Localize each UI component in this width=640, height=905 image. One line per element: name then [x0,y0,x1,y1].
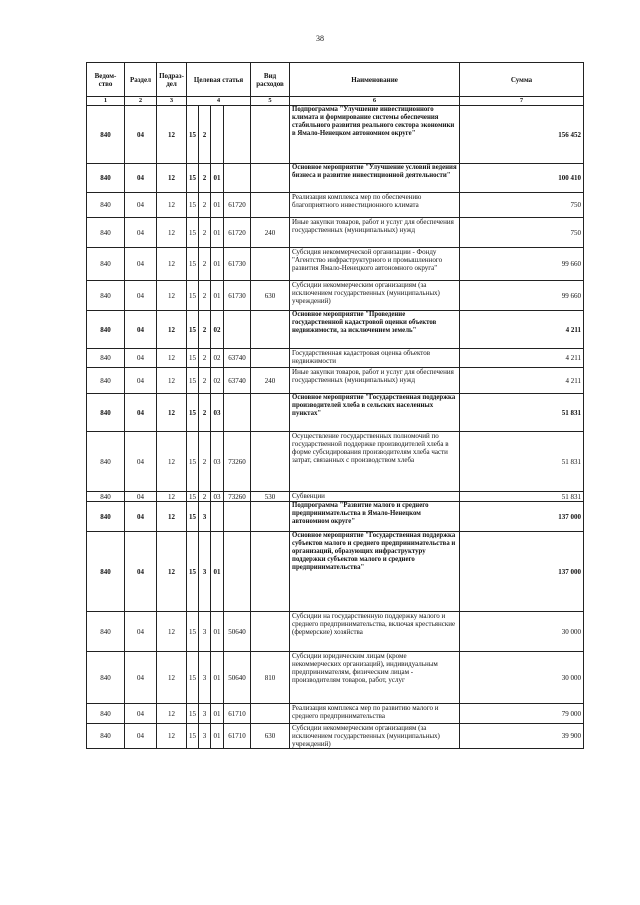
page-number: 38 [316,34,324,43]
activity-code: 01 [211,704,224,724]
table-row [87,502,584,532]
department-code: 840 [87,394,125,432]
subprogram-code: 3 [199,532,211,612]
header-sum: Сумма [460,63,584,97]
item-sum: 4 211 [460,349,584,368]
item-name: Основное мероприятие "Государственная поддержка производителей хлеба в сельских населенных пунктах" [290,394,460,432]
direction-code: 61710 [224,724,251,749]
activity-code: 01 [211,612,224,652]
item-sum: 30 000 [460,612,584,652]
item-name: Реализация комплекса мер по обеспечению благоприятного инвестиционного климата [290,193,460,218]
expense-type-code [251,502,290,532]
program-code: 15 [187,281,199,311]
section-code: 04 [125,532,157,612]
direction-code: 61710 [224,704,251,724]
department-code: 840 [87,164,125,193]
column-number: 6 [290,97,460,106]
item-name: Субсидия некоммерческой организации - Фонду "Агентство инфраструктурного и промышленного развития Ямало-Ненецкого автономного округа" [290,248,460,281]
subsection-code: 12 [157,349,187,368]
table-row [87,311,584,349]
subsection-code: 12 [157,106,187,164]
direction-code: 63740 [224,368,251,394]
column-number: 2 [125,97,157,106]
direction-code [224,394,251,432]
subprogram-code: 3 [199,704,211,724]
item-sum: 79 000 [460,704,584,724]
program-code: 15 [187,193,199,218]
section-code: 04 [125,311,157,349]
table-row [87,248,584,281]
program-code: 15 [187,724,199,749]
subprogram-code: 2 [199,349,211,368]
subprogram-code: 2 [199,394,211,432]
department-code: 840 [87,368,125,394]
item-sum: 156 452 [460,106,584,164]
subsection-code: 12 [157,502,187,532]
subprogram-code: 3 [199,502,211,532]
table-row [87,652,584,704]
table-row [87,218,584,248]
header-subsection: Подраз-дел [157,63,187,97]
program-code: 15 [187,218,199,248]
item-sum: 51 831 [460,394,584,432]
section-code: 04 [125,349,157,368]
table-row [87,106,584,164]
direction-code [224,311,251,349]
subprogram-code: 3 [199,612,211,652]
department-code: 840 [87,281,125,311]
expense-type-code [251,164,290,193]
expense-type-code [251,349,290,368]
table-row [87,724,584,749]
table-row [87,394,584,432]
subprogram-code: 2 [199,432,211,492]
direction-code: 61720 [224,193,251,218]
direction-code [224,164,251,193]
section-code: 04 [125,281,157,311]
direction-code: 73260 [224,432,251,492]
item-name: Основное мероприятие "Проведение государственной кадастровой оценки объектов недвижимости, за исключением земель" [290,311,460,349]
item-name: Иные закупки товаров, работ и услуг для обеспечения государственных (муниципальных) нужд [290,218,460,248]
activity-code: 01 [211,724,224,749]
column-number: 3 [157,97,187,106]
direction-code [224,502,251,532]
department-code: 840 [87,248,125,281]
item-sum: 51 831 [460,432,584,492]
activity-code: 02 [211,349,224,368]
header-department: Ведом-ство [87,63,125,97]
department-code: 840 [87,502,125,532]
section-code: 04 [125,218,157,248]
direction-code: 73260 [224,492,251,502]
department-code: 840 [87,532,125,612]
activity-code: 01 [211,193,224,218]
department-code: 840 [87,704,125,724]
item-name: Государственная кадастровая оценка объектов недвижимости [290,349,460,368]
subprogram-code: 2 [199,106,211,164]
section-code: 04 [125,652,157,704]
subsection-code: 12 [157,492,187,502]
subsection-code: 12 [157,652,187,704]
section-code: 04 [125,106,157,164]
item-sum: 750 [460,193,584,218]
direction-code [224,532,251,612]
item-sum: 51 831 [460,492,584,502]
program-code: 15 [187,248,199,281]
expense-type-code: 810 [251,652,290,704]
item-name: Подпрограмма "Развитие малого и среднего предпринимательства в Ямало-Ненецком автономном округе" [290,502,460,532]
subprogram-code: 3 [199,652,211,704]
direction-code: 61720 [224,218,251,248]
direction-code: 63740 [224,349,251,368]
program-code: 15 [187,164,199,193]
table-row [87,612,584,652]
item-sum: 30 000 [460,652,584,704]
activity-code: 01 [211,532,224,612]
activity-code: 03 [211,432,224,492]
item-name: Субсидии юридическим лицам (кроме некоммерческих организаций), индивидуальным предпринимателям, физическим лицам - производителям товаров, работ, услуг [290,652,460,704]
item-name: Субсидии некоммерческим организациям (за исключением государственных (муниципальных) учреждений) [290,281,460,311]
section-code: 04 [125,724,157,749]
column-number: 5 [251,97,290,106]
department-code: 840 [87,612,125,652]
subprogram-code: 2 [199,164,211,193]
table-row [87,492,584,502]
section-code: 04 [125,704,157,724]
department-code: 840 [87,311,125,349]
section-code: 04 [125,394,157,432]
expense-type-code: 630 [251,724,290,749]
subsection-code: 12 [157,724,187,749]
subsection-code: 12 [157,532,187,612]
subsection-code: 12 [157,193,187,218]
department-code: 840 [87,218,125,248]
subsection-code: 12 [157,368,187,394]
section-code: 04 [125,193,157,218]
expense-type-code [251,248,290,281]
expense-type-code: 240 [251,368,290,394]
subprogram-code: 3 [199,724,211,749]
department-code: 840 [87,724,125,749]
section-code: 04 [125,248,157,281]
table-row [87,193,584,218]
column-number: 1 [87,97,125,106]
direction-code: 61730 [224,248,251,281]
header-name: Наименование [290,63,460,97]
activity-code: 01 [211,281,224,311]
subsection-code: 12 [157,281,187,311]
subsection-code: 12 [157,432,187,492]
activity-code [211,502,224,532]
subprogram-code: 2 [199,281,211,311]
program-code: 15 [187,502,199,532]
item-name: Осуществление государственных полномочий по государственной поддержке производителей хлеба в форме субсидирования производителям хлеба части затрат, связанных с производством хлеба [290,432,460,492]
item-sum: 100 410 [460,164,584,193]
budget-table [86,62,584,749]
section-code: 04 [125,368,157,394]
subprogram-code: 2 [199,368,211,394]
column-numbers-row [87,97,584,106]
program-code: 15 [187,432,199,492]
activity-code: 01 [211,164,224,193]
item-sum: 137 000 [460,502,584,532]
department-code: 840 [87,492,125,502]
expense-type-code [251,311,290,349]
direction-code [224,106,251,164]
program-code: 15 [187,368,199,394]
item-name: Подпрограмма "Улучшение инвестиционного климата и формирование системы обеспечения стабильного развития реального сектора экономики в Ямало-Ненецком автономном округе" [290,106,460,164]
program-code: 15 [187,394,199,432]
header-expense-type: Вид расходов [251,63,290,97]
subsection-code: 12 [157,612,187,652]
item-sum: 99 660 [460,248,584,281]
section-code: 04 [125,432,157,492]
table-row [87,164,584,193]
expense-type-code: 530 [251,492,290,502]
item-sum: 4 211 [460,311,584,349]
table-row [87,532,584,612]
activity-code: 01 [211,652,224,704]
activity-code: 02 [211,311,224,349]
direction-code: 61730 [224,281,251,311]
expense-type-code [251,704,290,724]
program-code: 15 [187,311,199,349]
direction-code: 50640 [224,652,251,704]
activity-code: 03 [211,492,224,502]
program-code: 15 [187,704,199,724]
section-code: 04 [125,164,157,193]
subprogram-code: 2 [199,193,211,218]
item-sum: 4 211 [460,368,584,394]
subprogram-code: 2 [199,492,211,502]
program-code: 15 [187,492,199,502]
department-code: 840 [87,432,125,492]
subsection-code: 12 [157,248,187,281]
item-name: Субсидии на государственную поддержку малого и среднего предпринимательства, включая крестьянские (фермерские) хозяйства [290,612,460,652]
subprogram-code: 2 [199,311,211,349]
item-name: Основное мероприятие "Государственная поддержка субъектов малого и среднего предпринимательства и организаций, образующих инфраструктуру поддержки субъектов малого и среднего предпринимательства" [290,532,460,612]
expense-type-code [251,432,290,492]
program-code: 15 [187,612,199,652]
item-sum: 99 660 [460,281,584,311]
table-row [87,281,584,311]
activity-code: 02 [211,368,224,394]
subsection-code: 12 [157,704,187,724]
section-code: 04 [125,502,157,532]
item-sum: 137 000 [460,532,584,612]
item-sum: 750 [460,218,584,248]
table-row [87,349,584,368]
subprogram-code: 2 [199,248,211,281]
subsection-code: 12 [157,394,187,432]
header-section: Раздел [125,63,157,97]
program-code: 15 [187,106,199,164]
expense-type-code: 240 [251,218,290,248]
expense-type-code [251,193,290,218]
section-code: 04 [125,612,157,652]
program-code: 15 [187,532,199,612]
expense-type-code: 630 [251,281,290,311]
program-code: 15 [187,349,199,368]
department-code: 840 [87,106,125,164]
section-code: 04 [125,492,157,502]
program-code: 15 [187,652,199,704]
expense-type-code [251,532,290,612]
direction-code: 50640 [224,612,251,652]
header-target-article: Целевая статья [187,63,251,97]
item-name: Иные закупки товаров, работ и услуг для обеспечения государственных (муниципальных) нужд [290,368,460,394]
expense-type-code [251,106,290,164]
activity-code: 01 [211,248,224,281]
activity-code [211,106,224,164]
table-row [87,432,584,492]
subsection-code: 12 [157,218,187,248]
column-number: 7 [460,97,584,106]
department-code: 840 [87,349,125,368]
table-body [87,97,584,749]
item-sum: 39 900 [460,724,584,749]
item-name: Субвенции [290,492,460,502]
subsection-code: 12 [157,311,187,349]
subsection-code: 12 [157,164,187,193]
column-number: 4 [187,97,251,106]
department-code: 840 [87,193,125,218]
item-name: Субсидии некоммерческим организациям (за исключением государственных (муниципальных) учреждений) [290,724,460,749]
table-row [87,704,584,724]
department-code: 840 [87,652,125,704]
activity-code: 01 [211,218,224,248]
expense-type-code [251,394,290,432]
item-name: Основное мероприятие "Улучшение условий ведения бизнеса и развитие инвестиционной деятельности" [290,164,460,193]
item-name: Реализация комплекса мер по развитию малого и среднего предпринимательства [290,704,460,724]
table-row [87,368,584,394]
subprogram-code: 2 [199,218,211,248]
activity-code: 03 [211,394,224,432]
expense-type-code [251,612,290,652]
